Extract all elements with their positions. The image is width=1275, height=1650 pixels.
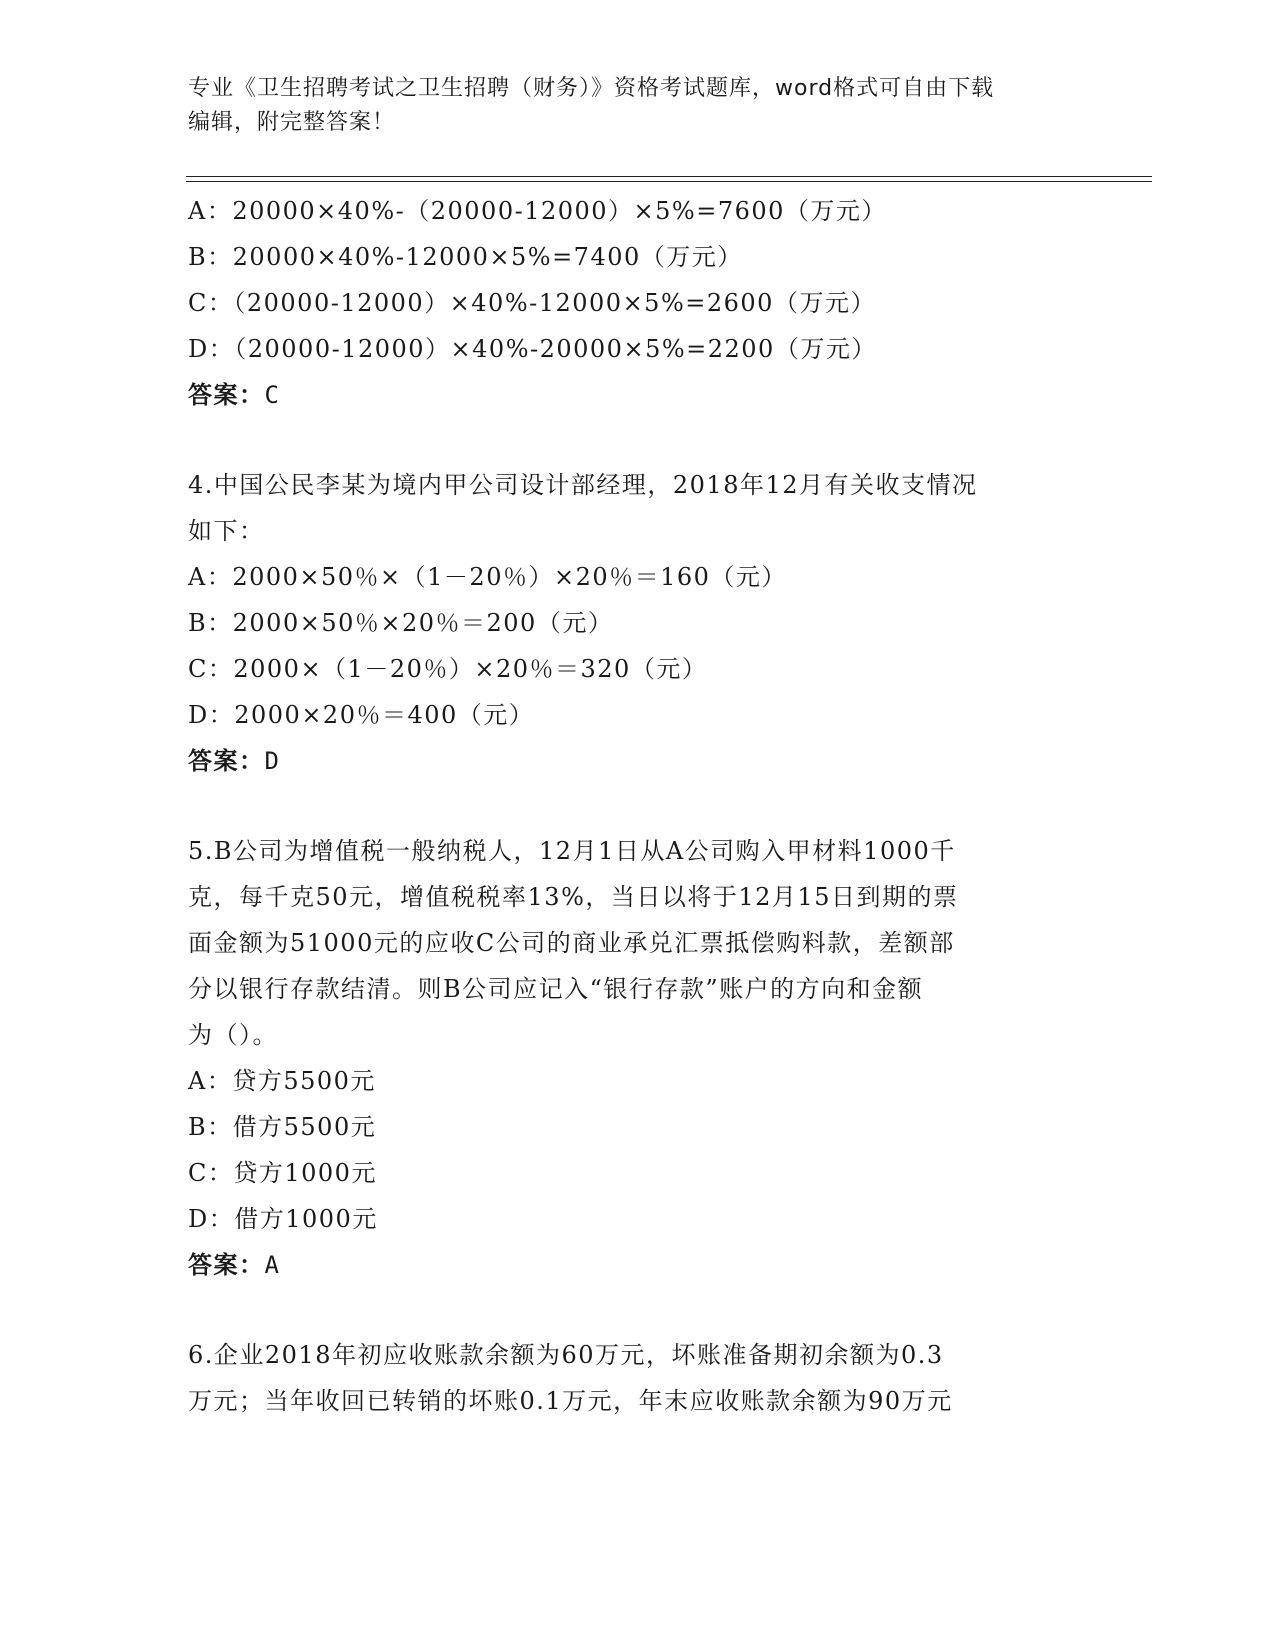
question-6 — [188, 1332, 1088, 1424]
answer-value: C — [264, 381, 281, 409]
spacer — [188, 1288, 1088, 1332]
answer-line — [188, 1242, 1088, 1288]
option-d: D：借方1000元 — [188, 1205, 378, 1233]
option-b: B：借方5500元 — [188, 1113, 377, 1141]
option-b: B：2000×50％×20％＝200（元） — [188, 609, 614, 637]
header-line-1: 专业《卫生招聘考试之卫生招聘（财务）》资格考试题库，word格式可自由下载 — [188, 76, 995, 101]
question-5 — [188, 828, 1088, 1288]
question-stem-line: 分以银行存款结清。则B公司应记入“银行存款”账户的方向和金额 — [188, 975, 924, 1003]
question-stem-line: 如下： — [188, 517, 265, 545]
header-divider-top — [186, 176, 1152, 177]
answer-value: A — [264, 1251, 281, 1279]
question-3 — [188, 188, 1088, 418]
question-stem-line: 面金额为51000元的应收C公司的商业承兑汇票抵偿购料款，差额部 — [188, 929, 955, 957]
answer-label: 答案： — [188, 381, 265, 409]
answer-label: 答案： — [188, 747, 265, 775]
spacer — [188, 784, 1088, 828]
question-stem-line: 5.B公司为增值税一般纳税人，12月1日从A公司购入甲材料1000千 — [188, 837, 956, 865]
option-b: B：20000×40%-12000×5%=7400（万元） — [188, 243, 743, 271]
option-a: A：贷方5500元 — [188, 1067, 376, 1095]
question-4 — [188, 462, 1088, 784]
question-stem-line: 6.企业2018年初应收账款余额为60万元，坏账准备期初余额为0.3 — [188, 1341, 944, 1369]
answer-line — [188, 738, 1088, 784]
option-d: D：（20000-12000）×40%-20000×5%=2200（万元） — [188, 335, 877, 363]
option-d: D：2000×20％＝400（元） — [188, 701, 535, 729]
document-header — [188, 72, 1088, 140]
answer-line — [188, 372, 1088, 418]
option-a: A：2000×50％×（1－20％）×20％＝160（元） — [188, 563, 787, 591]
option-c: C：（20000-12000）×40%-12000×5%=2600（万元） — [188, 289, 876, 317]
question-stem-line: 万元；当年收回已转销的坏账0.1万元，年末应收账款余额为90万元 — [188, 1387, 953, 1415]
answer-value: D — [264, 747, 281, 775]
header-line-2: 编辑，附完整答案！ — [188, 110, 396, 135]
option-a: A：20000×40%-（20000-12000）×5%=7600（万元） — [188, 197, 887, 225]
spacer — [188, 418, 1088, 462]
question-stem-line: 4.中国公民李某为境内甲公司设计部经理，2018年12月有关收支情况 — [188, 471, 978, 499]
option-c: C：2000×（1－20％）×20％＝320（元） — [188, 655, 708, 683]
question-stem-line: 克，每千克50元，增值税税率13%，当日以将于12月15日到期的票 — [188, 883, 959, 911]
question-stem-line: 为（）。 — [188, 1021, 278, 1049]
question-content — [188, 188, 1088, 1424]
answer-label: 答案： — [188, 1251, 265, 1279]
header-divider-bottom — [186, 181, 1152, 182]
option-c: C：贷方1000元 — [188, 1159, 377, 1187]
